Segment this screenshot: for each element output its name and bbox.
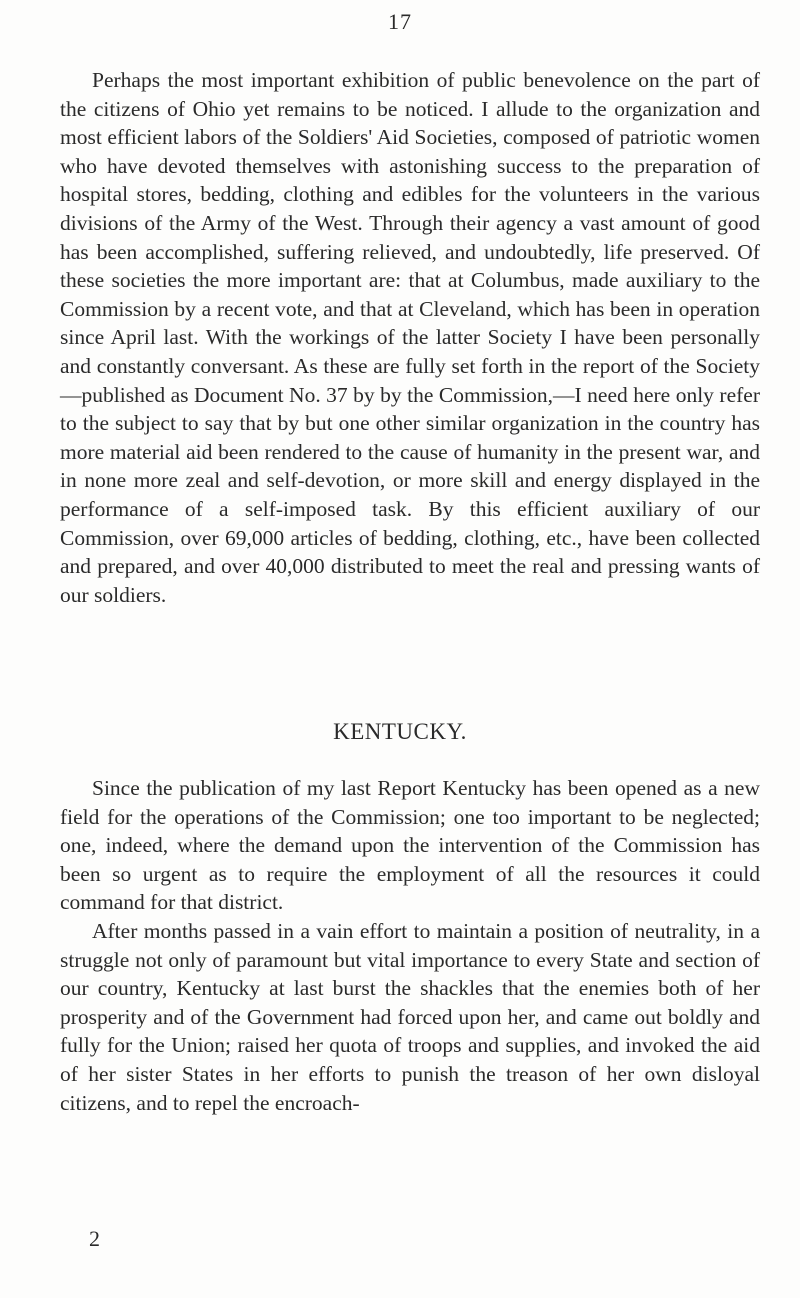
intro-paragraph: Perhaps the most important exhibition of public benevolence on the part of the citizens of Ohio yet remains to be noticed. I allude to the organization and most efficient labors of the Soldiers' Aid Societies, composed of patriotic women who have devoted themselves with astonishing success to the preparation of hospital stores, bedding, clothing and edibles for the volunteers in the various divisions of the Army of the West. Through their agency a vast amount of good has been accomplished, suffering relieved, and undoubtedly, life preserved. Of these societies the more important are: that at Columbus, made auxiliary to the Commission by a recent vote, and that at Cleveland, which has been in operation since April last. With the workings of the latter Society I have been personally and constantly conversant. As these are fully set forth in the report of the Society—published as Document No. 37 by by the Commission,—I need here only refer to the subject to say that by but one other similar organization in the country has more material aid been rendered to the cause of humanity in the present war, and in none more zeal and self-devotion, or more skill and energy displayed in the performance of a self-imposed task. By this efficient auxiliary of our Commission, over 69,000 articles of bedding, clothing, etc., have been collected and prepared, and over 40,000 distributed to meet the real and pressing wants of our soldiers. (60, 68, 760, 607)
signature-mark: 2 (89, 1226, 100, 1251)
kentucky-paragraph-1: Since the publication of my last Report Kentucky has been opened as a new field for the operations of the Commission; one too important to be neglected; one, indeed, where the demand upon the intervention of the Commission has been so urgent as to require the employment of all the resources it could command for that district. (60, 776, 760, 915)
page-number: 17 (388, 9, 412, 34)
kentucky-heading: KENTUCKY. (333, 719, 467, 744)
kentucky-paragraph-2: After months passed in a vain effort to maintain a position of neutrality, in a struggle not only of paramount but vital importance to every State and section of our country, Kentucky at last burst the shackles that the enemies both of her prosperity and of the Government had forced upon her, and came out boldly and fully for the Union; raised her quota of troops and supplies, and invoked the aid of her sister States in her efforts to punish the treason of her own disloyal citizens, and to repel the encroach- (60, 918, 760, 1115)
kentucky-section (60, 774, 760, 1117)
intro-section (60, 66, 760, 609)
